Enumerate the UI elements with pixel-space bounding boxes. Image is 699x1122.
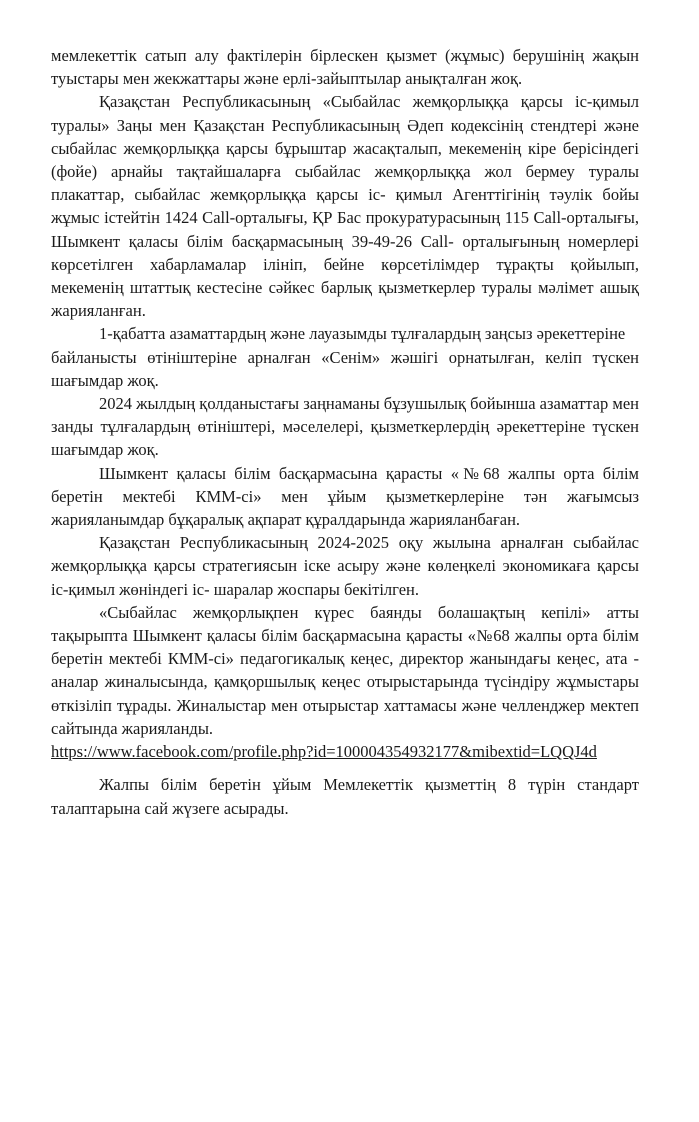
facebook-link[interactable]: https://www.facebook.com/profile.php?id=100004354932177&mibextid=LQQJ4d: [51, 742, 597, 762]
paragraph-meetings: «Сыбайлас жемқорлықпен күрес баянды болашақтың кепілі» атты тақырыпта Шымкент қаласы білім басқармасына қарасты «№68 жалпы орта білім беретін мектебі КММ-сі» педагогикалық кеңес, директор жанындағы кеңес, ата - аналар жиналысында, қамқоршылық кеңес отырыстарында түсіндіру жұмыстары өткізіліп тұрады. Жиналыстар мен отырыстар хаттамасы және челленджер мектеп сайтында жарияланды.: [51, 602, 639, 738]
paragraph-anti-corruption-stands: Қазақстан Республикасының «Сыбайлас жемқорлыққа қарсы іс-қимыл туралы» Заңы мен Қазақстан Республикасының Әдеп кодексінің стендтері және сыбайлас жемқорлыққа қарсы бұрыштар жасақталып, мекеменің кіре берісіндегі (фойе) арнайы тақтайшаларға сыбайлас жемқорлыққа жол бермеу туралы плакаттар, сыбайлас жемқорлыққа қарсы іс- қимыл Агенттігінің тәулік бойы жұмыс істейтін 1424 Call-орталығы, ҚР Бас прокуратурасының 115 Call-орталығы, Шымкент қаласы білім басқармасының 39-49-26 Call- орталығының номерлері көрсетілген хабарламалар ілініп, бейне көрсетілімдер тұрақты қойылып, мекеменің штаттық кестесіне сәйкес барлық қызметкерлер туралы мәлімет ашық жарияланған.: [51, 92, 639, 321]
paragraph-media-publications: Шымкент қаласы білім басқармасына қарасты «№68 жалпы орта білім беретін мектебі КММ-сі» мен ұйым қызметкерлеріне тән жағымсыз жарияланымдар бұқаралық ақпарат құралдарында жарияланбаған.: [51, 463, 639, 530]
paragraph-state-services: Жалпы білім беретін ұйым Мемлекеттік қызметтің 8 түрін стандарт талаптарына сай жүзеге асырады.: [51, 775, 639, 818]
facebook-link-paragraph: [51, 740, 639, 763]
paragraph-trust-box: байланысты өтініштеріне арналған «Сенім» жәшігі орнатылған, келіп түскен шағымдар жоқ.: [51, 347, 639, 390]
paragraph-strategy-plan: Қазақстан Республикасының 2024-2025 оқу жылына арналған сыбайлас жемқорлыққа қарсы стратегиясын іске асыру және көлеңкелі экономикаға қарсы іс-қимыл жөніндегі іс- шаралар жоспары бекітілген.: [51, 533, 639, 599]
paragraph-complaints-2024: 2024 жылдың қолданыстағы заңнаманы бұзушылық бойынша азаматтар мен занды тұлғалардың өтініштері, мәселелері, қызметкерлердің әрекеттеріне түскен шағымдар жоқ.: [51, 394, 639, 460]
document-body: [51, 44, 639, 820]
paragraph-procurement: мемлекеттік сатып алу фактілерін бірлескен қызмет (жұмыс) берушінің жақын туыстары мен жекжаттары және ерлі-зайыптылар анықталған жоқ.: [51, 46, 639, 89]
paragraph-first-floor: 1-қабатта азаматтардың және лауазымды тұлғалардың заңсыз әрекеттеріне: [99, 324, 626, 344]
